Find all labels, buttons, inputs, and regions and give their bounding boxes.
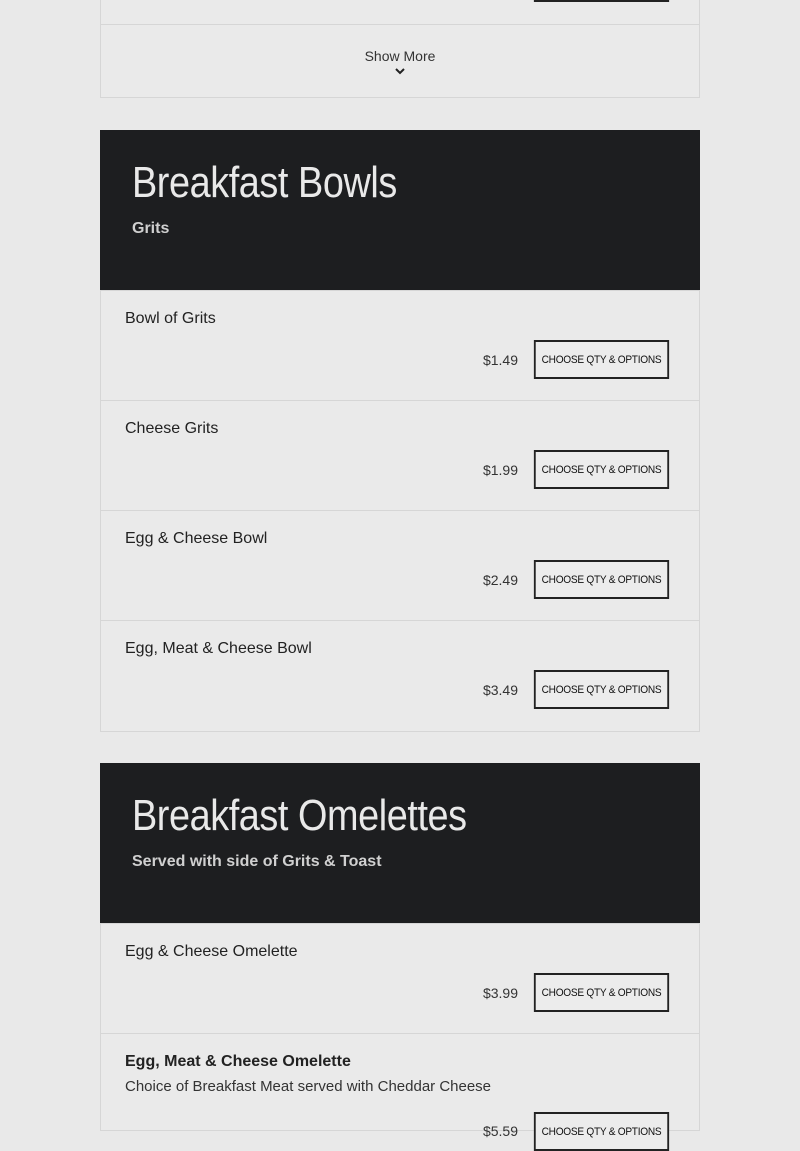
choose-options-button[interactable]: CHOOSE QTY & OPTIONS: [534, 450, 669, 489]
choose-options-button[interactable]: CHOOSE QTY & OPTIONS: [534, 340, 669, 379]
chevron-down-icon: [395, 66, 405, 76]
choose-options-button[interactable]: CHOOSE QTY & OPTIONS: [534, 1112, 669, 1151]
show-more-label: Show More: [364, 48, 436, 64]
show-more-row: [101, 25, 699, 99]
choose-options-button[interactable]: CHOOSE QTY & OPTIONS: [534, 670, 669, 709]
item-price: $1.49: [482, 352, 518, 368]
choose-options-button-partial[interactable]: [534, 0, 669, 2]
previous-section-card: [100, 0, 700, 98]
item-name: Egg & Cheese Omelette: [125, 943, 298, 960]
section-subtitle: Grits: [132, 220, 170, 237]
menu-item-row: [101, 291, 699, 401]
menu-item-row: [101, 401, 699, 511]
item-price: $3.99: [482, 985, 518, 1001]
item-name: Egg, Meat & Cheese Omelette: [125, 1053, 351, 1070]
section-header-breakfast-omelettes: [100, 763, 700, 923]
item-price: $1.99: [482, 462, 518, 478]
item-name: Egg & Cheese Bowl: [125, 530, 268, 547]
section-header-breakfast-bowls: [100, 130, 700, 290]
section-title: Breakfast Omelettes: [132, 791, 467, 840]
menu-item-row: [101, 1034, 699, 1139]
menu-item-row-partial: [101, 0, 699, 25]
item-price: $3.49: [482, 682, 518, 698]
item-name: Cheese Grits: [125, 420, 219, 437]
item-name: Bowl of Grits: [125, 310, 216, 327]
menu-item-row: [101, 621, 699, 731]
section-subtitle: Served with side of Grits & Toast: [132, 853, 382, 870]
item-price: $2.49: [482, 572, 518, 588]
section-title: Breakfast Bowls: [132, 158, 397, 207]
item-price: $5.59: [482, 1123, 518, 1139]
section-items-breakfast-omelettes: [100, 923, 700, 1139]
choose-options-button[interactable]: CHOOSE QTY & OPTIONS: [534, 973, 669, 1012]
item-description: Choice of Breakfast Meat served with Cheddar Cheese: [125, 1078, 492, 1095]
show-more-button[interactable]: [101, 25, 699, 99]
item-name: Egg, Meat & Cheese Bowl: [125, 640, 312, 657]
section-items-breakfast-bowls: [100, 290, 700, 732]
menu-item-row: [101, 924, 699, 1034]
menu-item-row: [101, 511, 699, 621]
choose-options-button[interactable]: CHOOSE QTY & OPTIONS: [534, 560, 669, 599]
